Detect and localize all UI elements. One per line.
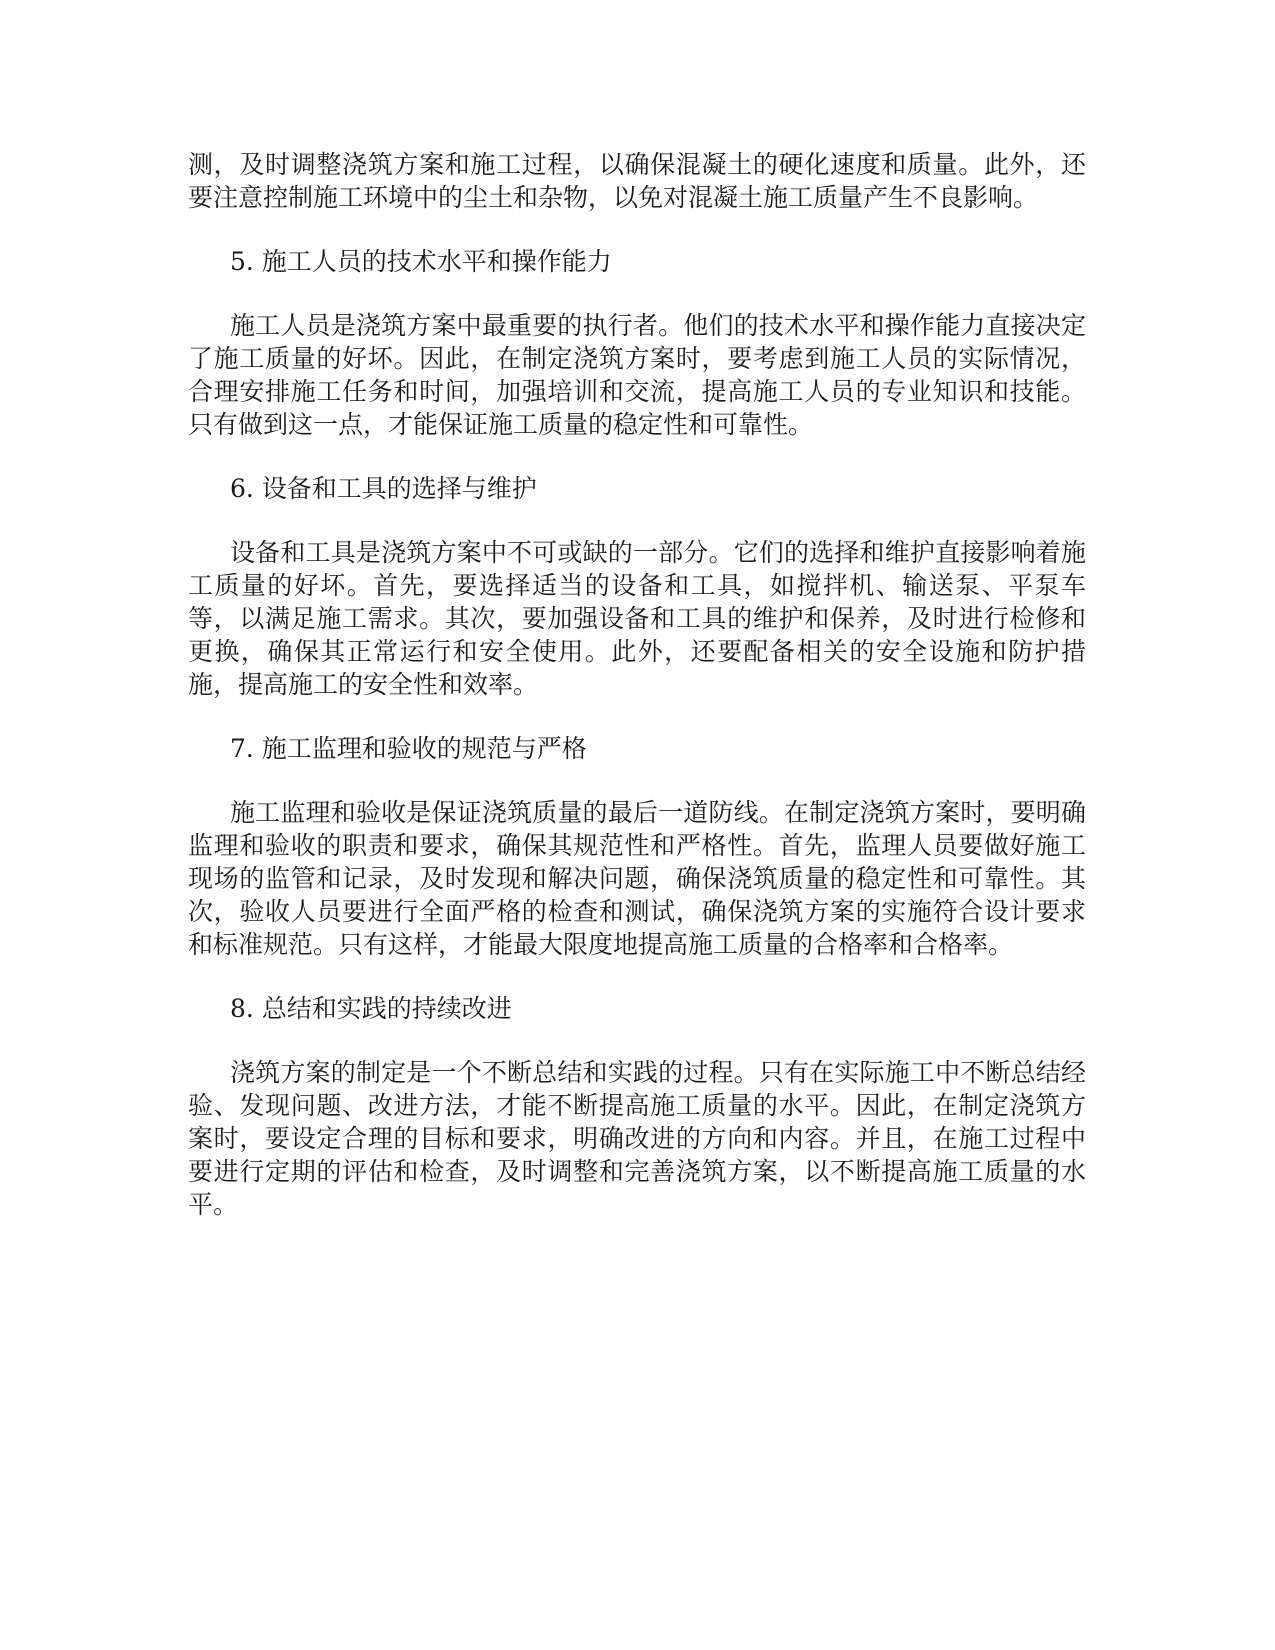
section-paragraph-8: 浇筑方案的制定是一个不断总结和实践的过程。只有在实际施工中不断总结经验、发现问题、改进方法，才能不断提高施工质量的水平。因此，在制定浇筑方案时，要设定合理的目标和要求，明确改进的方向和内容。并且，在施工过程中要进行定期的评估和检查，及时调整和完善浇筑方案，以不断提高施工质量的水平。 [188,1058,1086,1219]
section-paragraph-6: 设备和工具是浇筑方案中不可或缺的一部分。它们的选择和维护直接影响着施工质量的好坏。首先，要选择适当的设备和工具，如搅拌机、输送泵、平泵车等，以满足施工需求。其次，要加强设备和工具的维护和保养，及时进行检修和更换，确保其正常运行和安全使用。此外，还要配备相关的安全设施和防护措施，提高施工的安全性和效率。 [188,538,1086,699]
section-paragraph-7: 施工监理和验收是保证浇筑质量的最后一道防线。在制定浇筑方案时，要明确监理和验收的职责和要求，确保其规范性和严格性。首先，监理人员要做好施工现场的监管和记录，及时发现和解决问题，确保浇筑质量的稳定性和可靠性。其次，验收人员要进行全面严格的检查和测试，确保浇筑方案的实施符合设计要求和标准规范。只有这样，才能最大限度地提高施工质量的合格率和合格率。 [188,798,1086,959]
paragraph-continuation: 测，及时调整浇筑方案和施工过程，以确保混凝土的硬化速度和质量。此外，还要注意控制施工环境中的尘土和杂物，以免对混凝土施工质量产生不良影响。 [188,150,1086,212]
document-body [188,148,1086,1252]
section-heading-8: 8. 总结和实践的持续改进 [230,994,512,1023]
section-heading-5: 5. 施工人员的技术水平和操作能力 [230,247,612,276]
section-heading-6: 6. 设备和工具的选择与维护 [230,474,537,503]
section-heading-7: 7. 施工监理和验收的规范与严格 [230,734,587,763]
section-paragraph-5: 施工人员是浇筑方案中最重要的执行者。他们的技术水平和操作能力直接决定了施工质量的好坏。因此，在制定浇筑方案时，要考虑到施工人员的实际情况，合理安排施工任务和时间，加强培训和交流，提高施工人员的专业知识和技能。只有做到这一点，才能保证施工质量的稳定性和可靠性。 [188,311,1086,439]
